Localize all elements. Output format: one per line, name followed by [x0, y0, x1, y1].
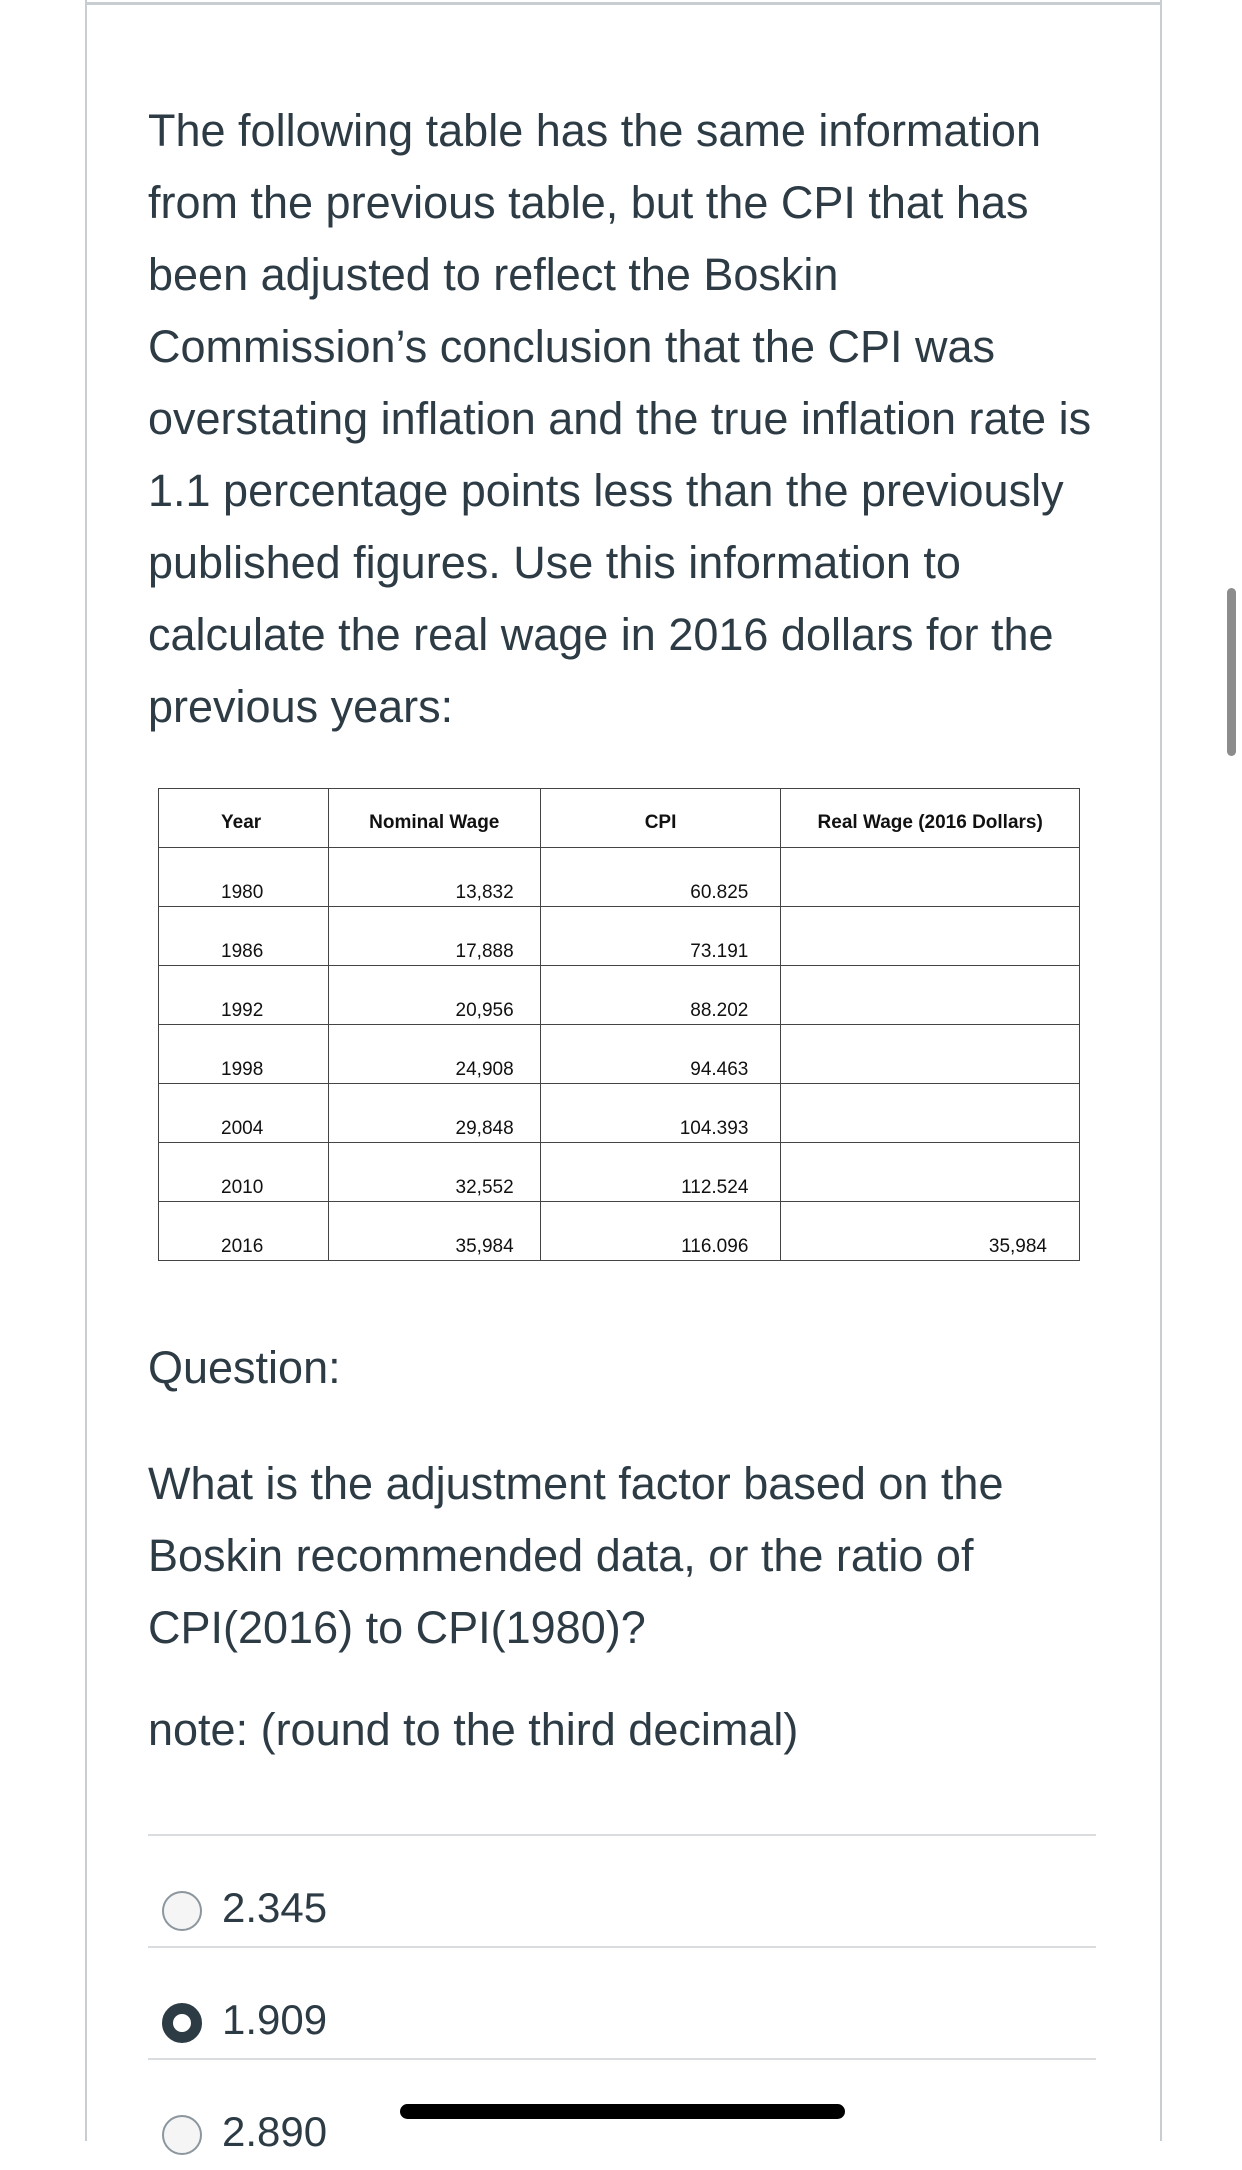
cell-real-wage — [781, 1143, 1080, 1202]
cell-cpi: 116.096 — [540, 1202, 781, 1261]
cell-real-wage: 35,984 — [781, 1202, 1080, 1261]
cell-cpi: 94.463 — [540, 1025, 781, 1084]
cell-nominal-wage: 24,908 — [328, 1025, 540, 1084]
radio-button-icon[interactable] — [162, 2115, 202, 2155]
question-note: note: (round to the third decimal) — [148, 1704, 799, 1755]
cell-nominal-wage: 17,888 — [328, 907, 540, 966]
table-row — [159, 1202, 1080, 1261]
cell-cpi: 104.393 — [540, 1084, 781, 1143]
answer-options — [148, 1834, 1096, 2170]
cell-real-wage — [781, 907, 1080, 966]
cell-real-wage — [781, 966, 1080, 1025]
cell-cpi: 88.202 — [540, 966, 781, 1025]
cell-year: 1998 — [159, 1025, 329, 1084]
cell-real-wage — [781, 848, 1080, 907]
cell-nominal-wage: 32,552 — [328, 1143, 540, 1202]
cell-year: 2016 — [159, 1202, 329, 1261]
answer-option[interactable] — [148, 1946, 1096, 2058]
table-header-row — [159, 789, 1080, 848]
scrollbar[interactable] — [1227, 588, 1236, 756]
radio-button-selected-icon[interactable] — [162, 2003, 202, 2043]
table-row — [159, 848, 1080, 907]
answer-label: 2.890 — [222, 2108, 328, 2155]
header-year: Year — [159, 789, 329, 848]
header-real-wage: Real Wage (2016 Dollars) — [781, 789, 1080, 848]
header-nominal-wage: Nominal Wage — [328, 789, 540, 848]
data-table-container — [158, 788, 1080, 1261]
cell-year: 2004 — [159, 1084, 329, 1143]
table-row — [159, 907, 1080, 966]
cell-nominal-wage: 29,848 — [328, 1084, 540, 1143]
header-cpi: CPI — [540, 789, 781, 848]
cell-year: 1992 — [159, 966, 329, 1025]
cell-year: 2010 — [159, 1143, 329, 1202]
cell-nominal-wage: 35,984 — [328, 1202, 540, 1261]
cell-cpi: 112.524 — [540, 1143, 781, 1202]
answer-label: 1.909 — [222, 1996, 328, 2043]
wage-cpi-table — [158, 788, 1080, 1261]
table-row — [159, 1143, 1080, 1202]
table-row — [159, 1025, 1080, 1084]
answer-label: 2.345 — [222, 1884, 328, 1931]
cell-year: 1980 — [159, 848, 329, 907]
cell-year: 1986 — [159, 907, 329, 966]
answer-option[interactable] — [148, 1834, 1096, 1946]
intro-paragraph: The following table has the same information from the previous table, but the CPI that has been adjusted to reflect the Boskin Commission’s conclusion that the CPI was overstating inflation and the true inflation rate is 1.1 percentage points less than the previously published figures. Use this information to calculate the real wage in 2016 dollars for the previous years: — [148, 105, 1092, 732]
question-text: What is the adjustment factor based on the Boskin recommended data, or the ratio of CPI(2016) to CPI(1980)? — [148, 1458, 1004, 1653]
radio-button-icon[interactable] — [162, 1891, 202, 1931]
cell-real-wage — [781, 1025, 1080, 1084]
question-label: Question: — [148, 1342, 341, 1393]
home-indicator[interactable] — [400, 2104, 845, 2119]
cell-real-wage — [781, 1084, 1080, 1143]
cell-cpi: 60.825 — [540, 848, 781, 907]
cell-cpi: 73.191 — [540, 907, 781, 966]
table-row — [159, 1084, 1080, 1143]
cell-nominal-wage: 20,956 — [328, 966, 540, 1025]
cell-nominal-wage: 13,832 — [328, 848, 540, 907]
table-row — [159, 966, 1080, 1025]
